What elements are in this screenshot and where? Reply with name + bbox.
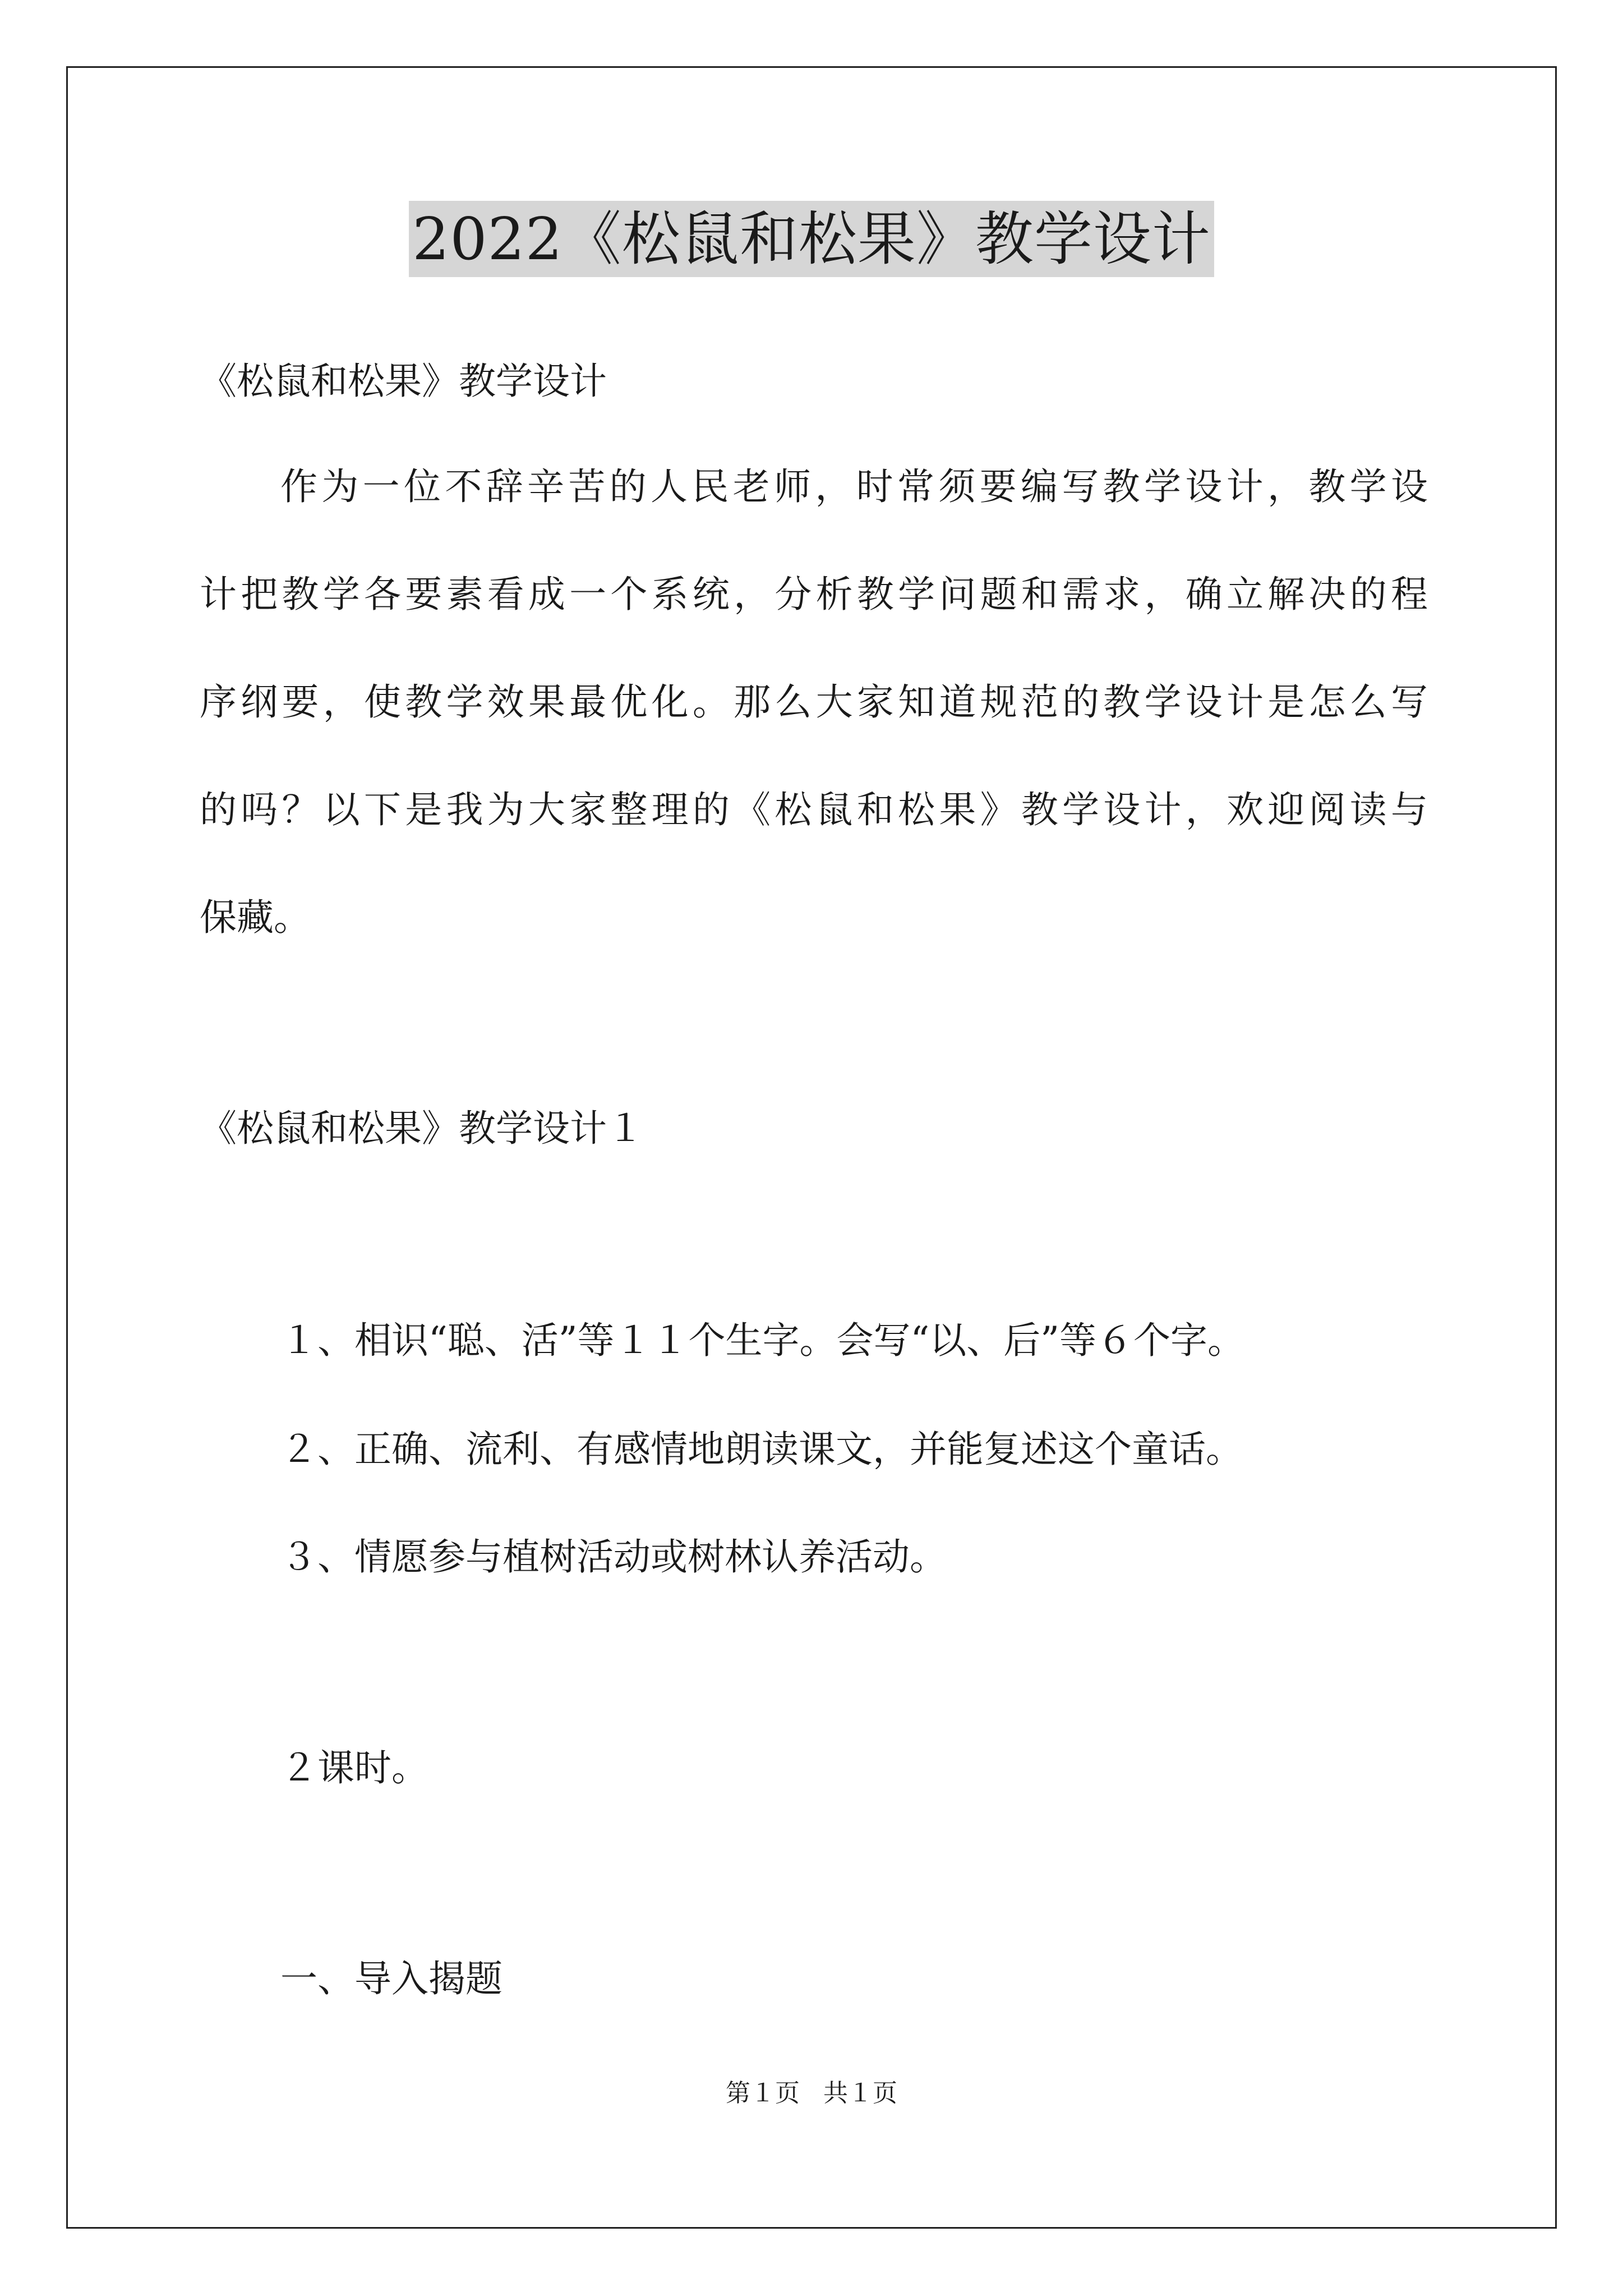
page-number-current: 第１页 bbox=[726, 2079, 800, 2108]
intro-line-4: 的吗？以下是我为大家整理的《松鼠和松果》教学设计，欢迎阅读与 bbox=[200, 788, 1428, 831]
title-container bbox=[0, 201, 1623, 277]
intro-line-1: 作为一位不辞辛苦的人民老师，时常须要编写教学设计，教学设 bbox=[280, 465, 1428, 508]
page-footer bbox=[0, 2077, 1623, 2110]
objective-3: ３、情愿参与植树活动或树林认养活动。 bbox=[280, 1535, 947, 1579]
part1-heading: 一、导入揭题 bbox=[280, 1957, 502, 2000]
section1-heading: 《松鼠和松果》教学设计１ bbox=[200, 1107, 644, 1150]
intro-line-5: 保藏。 bbox=[200, 896, 311, 939]
objective-2: ２、正确、流利、有感情地朗读课文，并能复述这个童话。 bbox=[280, 1428, 1243, 1471]
objective-1: １、相识“聪、活”等１１个生字。会写“以、后”等６个字。 bbox=[280, 1319, 1244, 1362]
document-subtitle: 《松鼠和松果》教学设计 bbox=[200, 360, 607, 403]
class-hours: ２课时。 bbox=[280, 1746, 428, 1789]
intro-line-3: 序纲要，使教学效果最优化。那么大家知道规范的教学设计是怎么写 bbox=[200, 680, 1428, 724]
page-number-total: 共１页 bbox=[823, 2079, 897, 2108]
intro-line-2: 计把教学各要素看成一个系统，分析教学问题和需求，确立解决的程 bbox=[200, 573, 1428, 616]
document-title: 2022《松鼠和松果》教学设计 bbox=[409, 201, 1214, 277]
